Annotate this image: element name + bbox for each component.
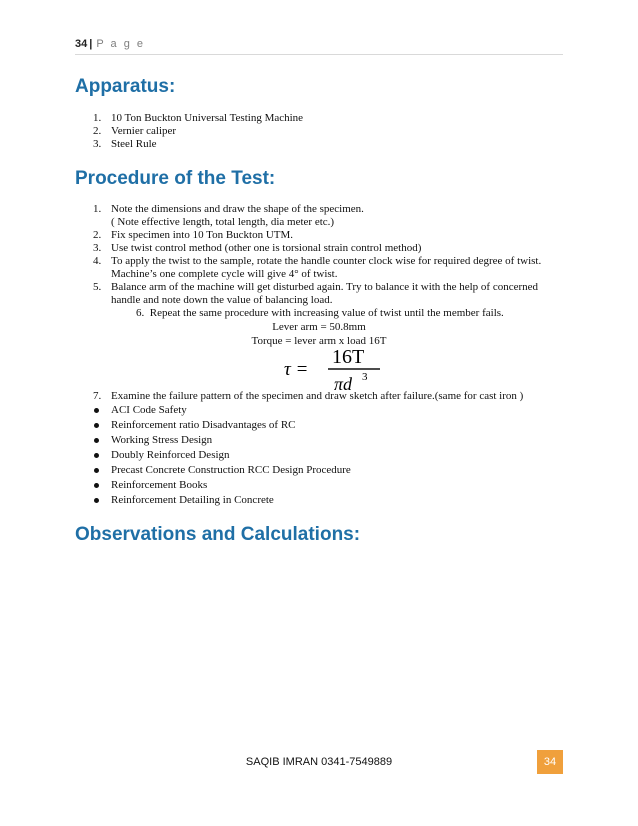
item-text: Examine the failure pattern of the specimen and draw sketch after failure.(same for cast iron ) [111, 390, 524, 402]
lever-arm-text: Lever arm = 50.8mm [272, 321, 366, 333]
item-number: 4. [93, 255, 102, 267]
formula-exponent: 3 [362, 371, 368, 383]
bullet-icon [94, 483, 99, 488]
list-item [93, 242, 541, 255]
observations-heading: Observations and Calculations: [75, 524, 361, 545]
footer-page-number: 34 [537, 750, 563, 774]
apparatus-heading: Apparatus: [75, 76, 176, 97]
list-item [93, 203, 541, 229]
item-text: Balance arm of the machine will get disturbed again. Try to balance it with the help of concerned [111, 281, 539, 293]
item-text: Precast Concrete Construction RCC Design Procedure [111, 464, 351, 476]
header-page-number: 34 [75, 38, 88, 50]
procedure-step-7 [93, 390, 523, 403]
item-text: Reinforcement Books [111, 479, 208, 491]
list-item [93, 403, 351, 418]
procedure-step-6 [136, 307, 504, 320]
item-number: 1. [93, 112, 102, 124]
item-text: Note the dimensions and draw the shape of the specimen. [111, 203, 364, 215]
item-text: Vernier caliper [111, 125, 177, 137]
formula-lhs: τ = [284, 359, 309, 380]
footer-author: SAQIB IMRAN 0341-7549889 [245, 756, 393, 768]
list-item [93, 493, 351, 508]
item-continuation: Machine’s one complete cycle will give 4° of twist. [111, 268, 338, 280]
header-separator: | [89, 38, 93, 50]
bullet-icon [94, 423, 99, 428]
item-text: To apply the twist to the sample, rotate the handle counter clock wise for required degree of twist. [111, 255, 542, 267]
item-text: Reinforcement Detailing in Concrete [111, 494, 274, 506]
list-item [93, 255, 541, 281]
formula-denominator: πd [334, 374, 353, 394]
procedure-list [93, 203, 541, 307]
related-links-list [93, 403, 351, 508]
item-text: Steel Rule [111, 138, 157, 150]
header-page-label: P a g e [96, 38, 145, 50]
bullet-icon [94, 468, 99, 473]
list-item [93, 229, 541, 242]
item-text: Fix specimen into 10 Ton Buckton UTM. [111, 229, 294, 241]
bullet-icon [94, 453, 99, 458]
page-footer [75, 750, 563, 774]
item-number: 2. [93, 125, 102, 137]
item-text: 10 Ton Buckton Universal Testing Machine [111, 112, 304, 124]
list-item [93, 138, 303, 151]
item-text: Use twist control method (other one is torsional strain control method) [111, 242, 422, 254]
item-number: 6. [136, 307, 145, 319]
apparatus-list [93, 112, 303, 151]
list-item [93, 418, 351, 433]
list-item [93, 112, 303, 125]
torque-text: Torque = lever arm x load 16T [251, 335, 387, 347]
item-continuation: ( Note effective length, total length, dia meter etc.) [111, 216, 335, 228]
bullet-icon [94, 498, 99, 503]
formula-numerator: 16T [332, 346, 365, 368]
list-item [93, 463, 351, 478]
item-text: Repeat the same procedure with increasing value of twist until the member fails. [149, 307, 504, 319]
list-item [93, 281, 541, 307]
item-number: 5. [93, 281, 102, 293]
item-text: ACI Code Safety [111, 404, 187, 416]
bullet-icon [94, 408, 99, 413]
item-number: 2. [93, 229, 102, 241]
list-item [93, 448, 351, 463]
item-text: Reinforcement ratio Disadvantages of RC [111, 419, 296, 431]
list-item [93, 433, 351, 448]
item-number: 3. [93, 242, 102, 254]
list-item [93, 125, 303, 138]
item-number: 7. [93, 390, 102, 402]
item-number: 3. [93, 138, 102, 150]
item-text: Doubly Reinforced Design [111, 449, 230, 461]
list-item [93, 478, 351, 493]
item-number: 1. [93, 203, 102, 215]
bullet-icon [94, 438, 99, 443]
item-continuation: handle and note down the value of balancing load. [111, 294, 333, 306]
item-text: Working Stress Design [111, 434, 213, 446]
shear-stress-formula [282, 343, 392, 395]
page-header [75, 38, 563, 55]
procedure-heading: Procedure of the Test: [75, 168, 276, 189]
